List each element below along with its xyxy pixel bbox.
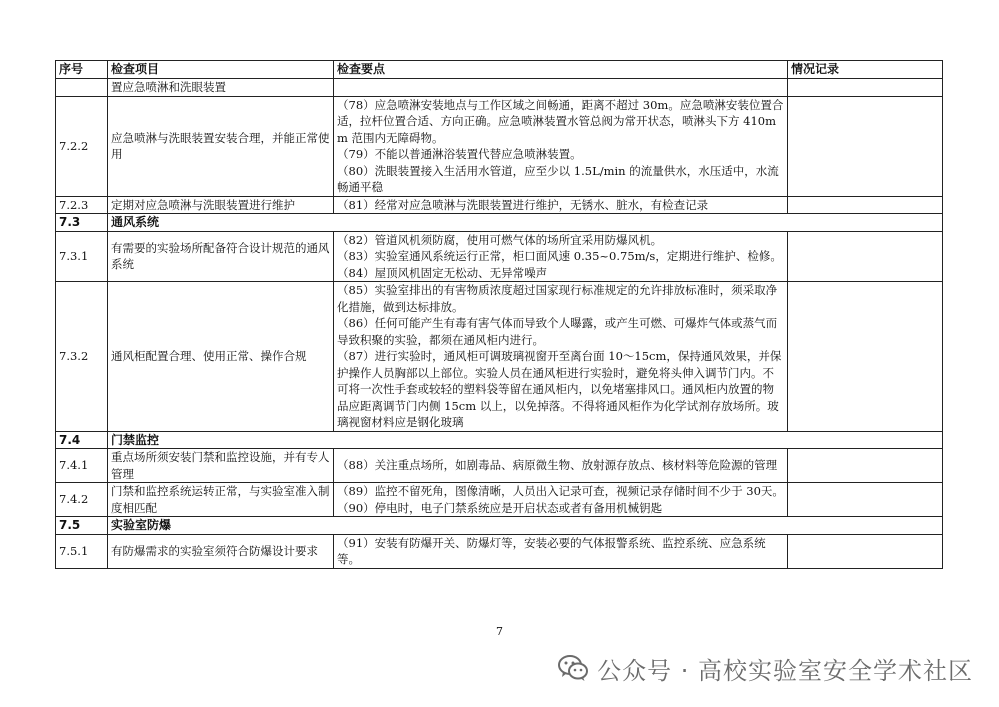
record-cell: [788, 96, 943, 196]
check-item: 重点场所须安装门禁和监控设施，并有专人管理: [108, 449, 334, 483]
section-title: 实验室防爆: [108, 517, 943, 535]
record-cell: [788, 231, 943, 282]
table-header-row: [56, 61, 943, 79]
check-item: 定期对应急喷淋与洗眼装置进行维护: [108, 196, 334, 214]
check-points: [334, 449, 788, 483]
section-row: [56, 517, 943, 535]
table-row: [56, 196, 943, 214]
record-cell: [788, 282, 943, 432]
header-cell-no: 序号: [56, 61, 108, 79]
section-row: [56, 431, 943, 449]
table-row: [56, 231, 943, 282]
check-point: （83）实验室通风系统运行正常，柜口面风速 0.35~0.75m/s，定期进行维护、检修。: [337, 249, 782, 263]
check-points: [334, 196, 788, 214]
check-item: 通风柜配置合理、使用正常、操作合规: [108, 282, 334, 432]
check-point: （87）进行实验时，通风柜可调玻璃视窗开至离台面 10～15cm，保持通风效果，并保护操作人员胸部以上部位。实验人员在通风柜进行实验时，避免将头伸入调节门内。不可将一次性手套或较轻的塑料袋等留在通风柜内，以免堵塞排风口。通风柜内放置的物品应距离调节门内侧 15cm 以上，以免掉落。不得将通风柜作为化学试剂存放场所。玻璃视窗材料应是钢化玻璃: [337, 349, 782, 429]
record-cell: [788, 79, 943, 97]
table-row: [56, 483, 943, 517]
table-row: [56, 96, 943, 196]
check-point: （85）实验室排出的有害物质浓度超过国家现行标准规定的允许排放标准时，须采取净化措施，做到达标排放。: [337, 283, 778, 314]
check-point: （79）不能以普通淋浴装置代替应急喷淋装置。: [337, 147, 582, 161]
table-row: [56, 282, 943, 432]
table-row: [56, 449, 943, 483]
check-point: （80）洗眼装置接入生活用水管道，应至少以 1.5L/min 的流量供水，水压适中，水流畅通平稳: [337, 163, 779, 194]
check-points: [334, 231, 788, 282]
check-point: （90）停电时，电子门禁系统应是开启状态或者有备用机械钥匙: [337, 500, 663, 515]
check-point: （86）任何可能产生有毒有害气体而导致个人曝露，或产生可燃、可爆炸气体或蒸气而导致积聚的实验，都须在通风柜内进行。: [337, 316, 778, 347]
check-point: （91）安装有防爆开关、防爆灯等，安装必要的气体报警系统、监控系统、应急系统等。: [337, 535, 766, 566]
watermark: [557, 650, 973, 686]
table-row: [56, 79, 943, 97]
check-item: 有需要的实验场所配备符合设计规范的通风系统: [108, 231, 334, 282]
section-number: 7.3: [56, 214, 108, 232]
check-point: （84）屋顶风机固定无松动、无异常噪声: [337, 265, 548, 280]
item-number: 7.5.1: [56, 534, 108, 568]
table-row: [56, 534, 943, 568]
document-page: [55, 60, 943, 569]
item-number: 7.4.2: [56, 483, 108, 517]
item-number: 7.4.1: [56, 449, 108, 483]
check-item: 有防爆需求的实验室须符合防爆设计要求: [108, 534, 334, 568]
record-cell: [788, 534, 943, 568]
check-item: 应急喷淋与洗眼装置安装合理，并能正常使用: [108, 96, 334, 196]
check-point: （81）经常对应急喷淋与洗眼装置进行维护，无锈水、脏水，有检查记录: [337, 197, 709, 212]
inspection-table-body: [56, 61, 943, 569]
check-point: （88）关注重点场所，如剧毒品、病原微生物、放射源存放点、核材料等危险源的管理: [337, 458, 778, 473]
record-cell: [788, 196, 943, 214]
item-number: 7.3.2: [56, 282, 108, 432]
item-number: 7.3.1: [56, 231, 108, 282]
header-cell-points: 检查要点: [334, 61, 788, 79]
record-cell: [788, 483, 943, 517]
check-points: [334, 282, 788, 432]
check-point: （89）监控不留死角，图像清晰，人员出入记录可查，视频记录存储时间不少于 30天。: [337, 484, 784, 498]
inspection-table: [55, 60, 943, 569]
check-points: [334, 483, 788, 517]
section-title: 门禁监控: [108, 431, 943, 449]
section-title: 通风系统: [108, 214, 943, 232]
wechat-icon: [557, 652, 589, 684]
watermark-text: 公众号 · 高校实验室安全学术社区: [597, 656, 973, 685]
check-point: （78）应急喷淋安装地点与工作区域之间畅通，距离不超过 30m。应急喷淋安装位置合适，拉杆位置合适、方向正确。应急喷淋装置水管总阀为常开状态，喷淋头下方 410mm 范围内无障碍物。: [337, 97, 784, 145]
item-number: 7.2.2: [56, 96, 108, 196]
section-number: 7.4: [56, 431, 108, 449]
section-number: 7.5: [56, 517, 108, 535]
section-row: [56, 214, 943, 232]
header-cell-record: 情况记录: [788, 61, 943, 79]
item-number: [56, 79, 108, 97]
check-points: [334, 534, 788, 568]
header-cell-item: 检查项目: [108, 61, 334, 79]
item-number: 7.2.3: [56, 196, 108, 214]
check-point: （82）管道风机须防腐，使用可燃气体的场所宜采用防爆风机。: [337, 232, 663, 247]
page-number: 7: [496, 625, 503, 638]
check-points: [334, 79, 788, 97]
check-points: [334, 96, 788, 196]
check-item: 门禁和监控系统运转正常，与实验室准入制度相匹配: [108, 483, 334, 517]
check-item: 置应急喷淋和洗眼装置: [108, 79, 334, 97]
record-cell: [788, 449, 943, 483]
